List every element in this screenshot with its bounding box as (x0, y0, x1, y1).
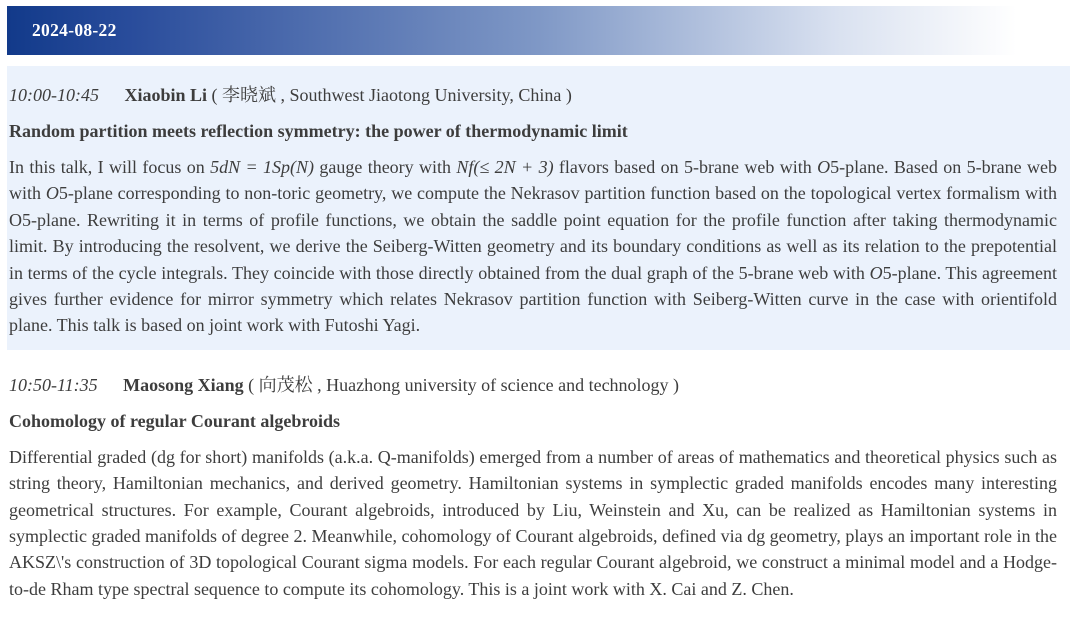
talk-abstract: In this talk, I will focus on 5dN = 1Sp(N) gauge theory with Nf(≤ 2N + 3) flavors based on 5-brane web with O5-plane. Based on 5-brane web with O5-plane corresponding to non-toric geometry, we compute the Nekrasov partition function based on the topological vertex formalism with O5-plane. Rewriting it in terms of profile functions, we obtain the saddle point equation for the profile function after taking thermodynamic limit. By introducing the resolvent, we derive the Seiberg-Witten geometry and its boundary conditions as well as its relation to the prepotential in terms of the cycle integrals. They coincide with those directly obtained from the dual graph of the 5-brane web with O5-plane. This agreement gives further evidence for mirror symmetry which relates Nekrasov partition function with Seiberg-Witten curve in the case with orientifold plane. This talk is based on joint work with Futoshi Yagi. (9, 157, 1057, 336)
session-time: 10:50-11:35 (9, 374, 98, 395)
speaker-affiliation: ( 李晓斌 , Southwest Jiaotong University, China ) (211, 85, 572, 105)
speaker-affiliation: ( 向茂松 , Huazhong university of science and technology ) (248, 374, 680, 395)
day-date-label: 2024-08-22 (32, 20, 117, 40)
speaker-line (9, 82, 1057, 108)
session-block (7, 66, 1070, 350)
talk-title: Cohomology of regular Courant algebroids (9, 410, 341, 431)
day-header-bar (7, 6, 1070, 55)
speaker-name: Maosong Xiang (123, 374, 244, 395)
session-block (7, 350, 1070, 613)
conference-program (7, 6, 1070, 613)
session-time: 10:00-10:45 (9, 85, 99, 105)
speaker-line (9, 372, 1057, 398)
talk-title: Random partition meets reflection symmetry: the power of thermodynamic limit (9, 121, 628, 141)
speaker-name: Xiaobin Li (124, 85, 208, 105)
talk-abstract: Differential graded (dg for short) manifolds (a.k.a. Q-manifolds) emerged from a number of areas of mathematics and theoretical physics such as string theory, Hamiltonian mechanics, and derived geometry. Hamiltonian systems in symplectic graded manifolds encodes many interesting geometrical structures. For example, Courant algebroids, introduced by Liu, Weinstein and Xu, can be realized as Hamiltonian systems in symplectic graded manifolds of degree 2. Meanwhile, cohomology of Courant algebroids, defined via dg geometry, plays an important role in the AKSZ\'s construction of 3D topological Courant sigma models. For each regular Courant algebroid, we construct a minimal model and a Hodge-to-de Rham type spectral sequence to compute its cohomology. This is a joint work with X. Cai and Z. Chen. (9, 446, 1057, 599)
